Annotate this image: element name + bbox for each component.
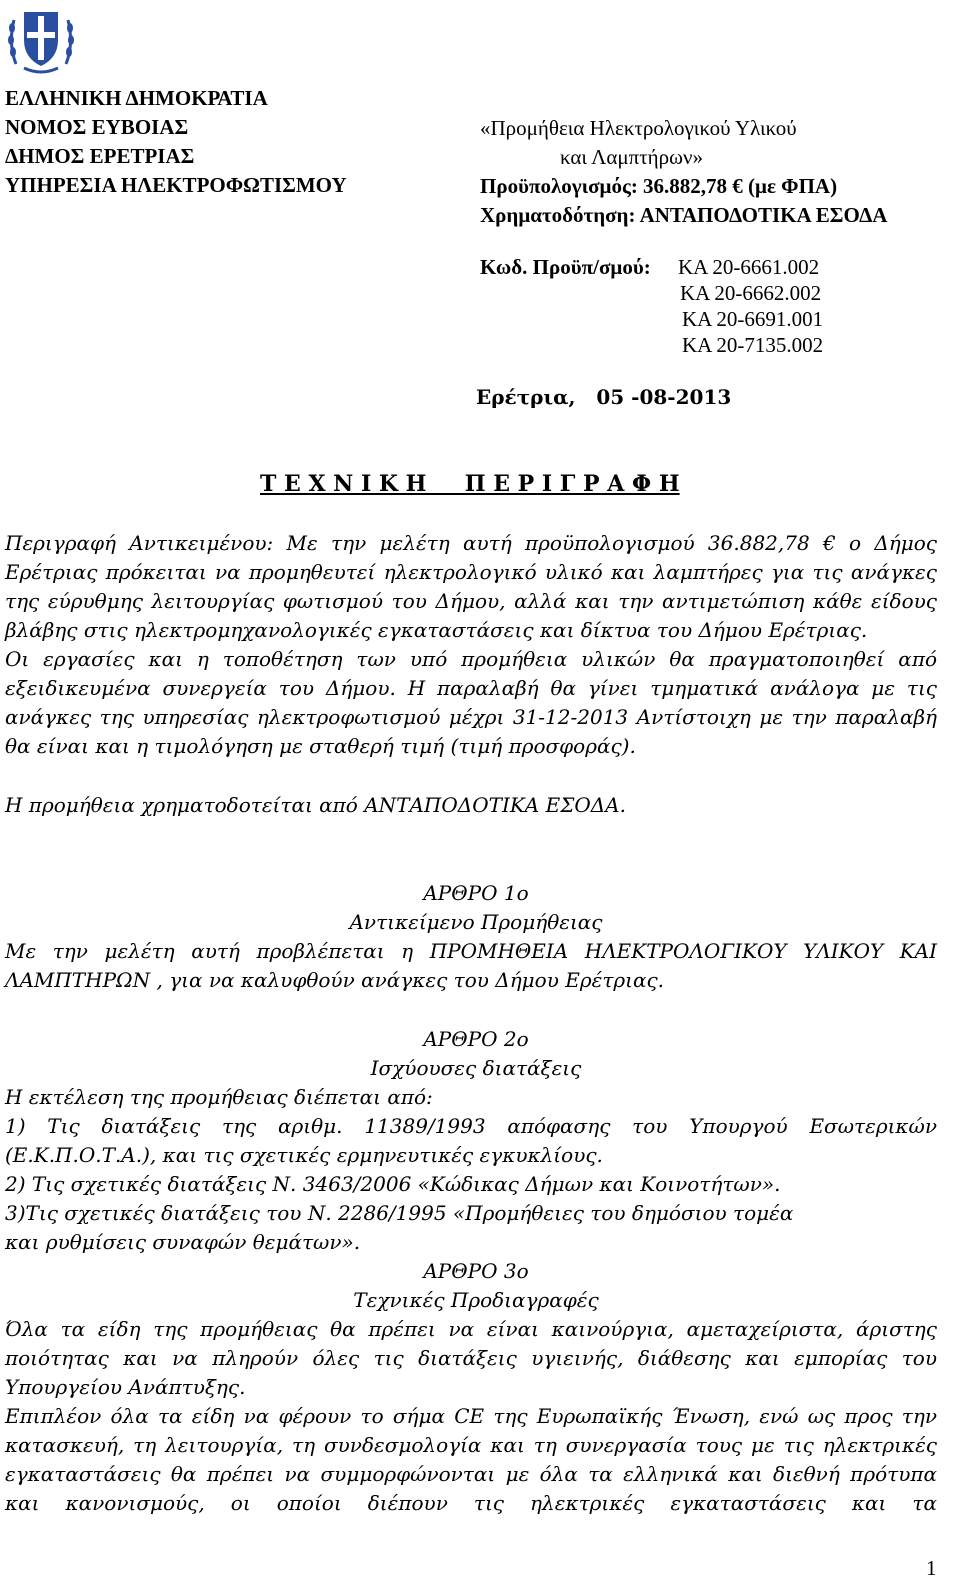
article-2-item: 2) Τις σχετικές διατάξεις Ν. 3463/2006 «Κώδικας Δήμων και Κοινοτήτων». [5, 1172, 781, 1196]
description-line: της εύρυθμης λειτουργίας φωτισμού του Δήμου, αλλά και την αντιμετώπιση κάθε είδους [5, 589, 937, 613]
article-2-heading: ΑΡΘΡΟ 2ο [423, 1027, 529, 1051]
article-2-subheading: Ισχύουσες διατάξεις [370, 1056, 582, 1080]
article-3-heading: ΑΡΘΡΟ 3ο [423, 1259, 529, 1283]
budget-code-4: ΚΑ 20-7135.002 [682, 333, 824, 357]
article-3-text: εγκαταστάσεις θα πρέπει να συμμορφώνονται με όλα τα ελληνικά και διεθνή πρότυπα [5, 1462, 937, 1486]
budget-code-1: ΚΑ 20-6661.002 [678, 255, 820, 279]
header-country: ΕΛΛΗΝΙΚΗ ΔΗΜΟΚΡΑΤΙΑ [5, 86, 268, 110]
funding-line: Χρηματοδότηση: ΑΝΤΑΠΟΔΟΤΙΚΑ ΕΣΟΔΑ [480, 203, 888, 227]
article-3-text: και κανονισμούς, οι οποίοι διέπουν τις ηλεκτρικές εγκαταστάσεις και τα [5, 1491, 937, 1515]
description-line: Οι εργασίες και η τοποθέτηση των υπό προμήθεια υλικών θα πραγματοποιηθεί από [5, 647, 937, 671]
description-line: βλάβης στις ηλεκτρομηχανολογικές εγκαταστάσεις και δίκτυα του Δήμου Ερέτριας. [5, 618, 868, 642]
article-3-text: Όλα τα είδη της προμήθειας θα πρέπει να είναι καινούργια, αμεταχείριστα, άριστης [5, 1317, 937, 1341]
article-1-text: ΛΑΜΠΤΗΡΩΝ , για να καλυφθούν ανάγκες του Δήμου Ερέτριας. [5, 968, 665, 992]
description-line: ανάγκες της υπηρεσίας ηλεκτροφωτισμού μέχρι 31-12-2013 Αντίστοιχη με την παραλαβή [5, 705, 937, 729]
article-3-text: ποιότητας και να πληρούν όλες τις διατάξεις υγιεινής, διάθεσης και εμπορίας του [5, 1346, 937, 1370]
description-line: Ερέτριας πρόκειται να προμηθευτεί ηλεκτρολογικό υλικό και λαμπτήρες για τις ανάγκες [5, 560, 937, 584]
article-3-text: Επιπλέον όλα τα είδη να φέρουν το σήμα CE της Ευρωπαϊκής Ένωση, ενώ ως προς την [5, 1404, 937, 1428]
header-municipality: ΔΗΜΟΣ ΕΡΕΤΡΙΑΣ [5, 144, 195, 168]
article-2-intro: Η εκτέλεση της προμήθειας διέπεται από: [5, 1085, 433, 1109]
budget-code-2: ΚΑ 20-6662.002 [680, 281, 822, 305]
article-2-item: (Ε.Κ.Π.Ο.Τ.Α.), και τις σχετικές ερμηνευτικές εγκυκλίους. [5, 1143, 603, 1167]
description-line: εξειδικευμένα συνεργεία του Δήμου. Η παραλαβή θα γίνει τμηματικά ανάλογα με τις [5, 676, 937, 700]
date-line: Ερέτρια, 05 -08-2013 [476, 385, 732, 409]
description-line: Περιγραφή Αντικειμένου: Με την μελέτη αυτή προϋπολογισμού 36.882,78 € ο Δήμος [5, 531, 937, 555]
greek-coat-of-arms-icon [4, 4, 78, 78]
header-service: ΥΠΗΡΕΣΙΑ ΗΛΕΚΤΡΟΦΩΤΙΣΜΟΥ [5, 173, 347, 197]
article-3-text: Υπουργείου Ανάπτυξης. [5, 1375, 246, 1399]
budget-code-3: ΚΑ 20-6691.001 [682, 307, 824, 331]
article-2-item: 3)Τις σχετικές διατάξεις του Ν. 2286/1995 «Προμήθειες του δημόσιου τομέα [5, 1201, 794, 1225]
header-prefecture: ΝΟΜΟΣ ΕΥΒΟΙΑΣ [5, 115, 189, 139]
funding-sentence: Η προμήθεια χρηματοδοτείται από ΑΝΤΑΠΟΔΟΤΙΚΑ ΕΣΟΔΑ. [5, 793, 626, 817]
page-title: Τ Ε Χ Ν Ι Κ Η Π Ε Ρ Ι Γ Ρ Α Φ Η [260, 471, 680, 497]
article-1-text: Με την μελέτη αυτή προβλέπεται η ΠΡΟΜΗΘΕΙΑ ΗΛΕΚΤΡΟΛΟΓΙΚΟΥ ΥΛΙΚΟΥ ΚΑΙ [5, 939, 937, 963]
article-3-subheading: Τεχνικές Προδιαγραφές [353, 1288, 599, 1312]
article-1-heading: ΑΡΘΡΟ 1ο [423, 881, 529, 905]
project-title-line2: και Λαμπτήρων» [560, 145, 703, 169]
budget-line: Προϋπολογισμός: 36.882,78 € (με ΦΠΑ) [480, 174, 838, 198]
article-2-item: και ρυθμίσεις συναφών θεμάτων». [5, 1230, 361, 1254]
description-line: θα είναι και η τιμολόγηση με σταθερή τιμή (τιμή προσφοράς). [5, 734, 636, 758]
article-2-item: 1) Τις διατάξεις της αριθμ. 11389/1993 απόφασης του Υπουργού Εσωτερικών [5, 1114, 937, 1138]
budget-code-label: Κωδ. Προϋπ/σμού: [480, 255, 651, 279]
project-title-line1: «Προμήθεια Ηλεκτρολογικού Υλικού [480, 116, 797, 140]
article-3-text: κατασκευή, τη λειτουργία, τη συνδεσμολογία και τη συνεργασία τους με τις ηλεκτρικές [5, 1433, 937, 1457]
article-1-subheading: Αντικείμενο Προμήθειας [349, 910, 603, 934]
page-number: 1 [926, 1556, 937, 1580]
